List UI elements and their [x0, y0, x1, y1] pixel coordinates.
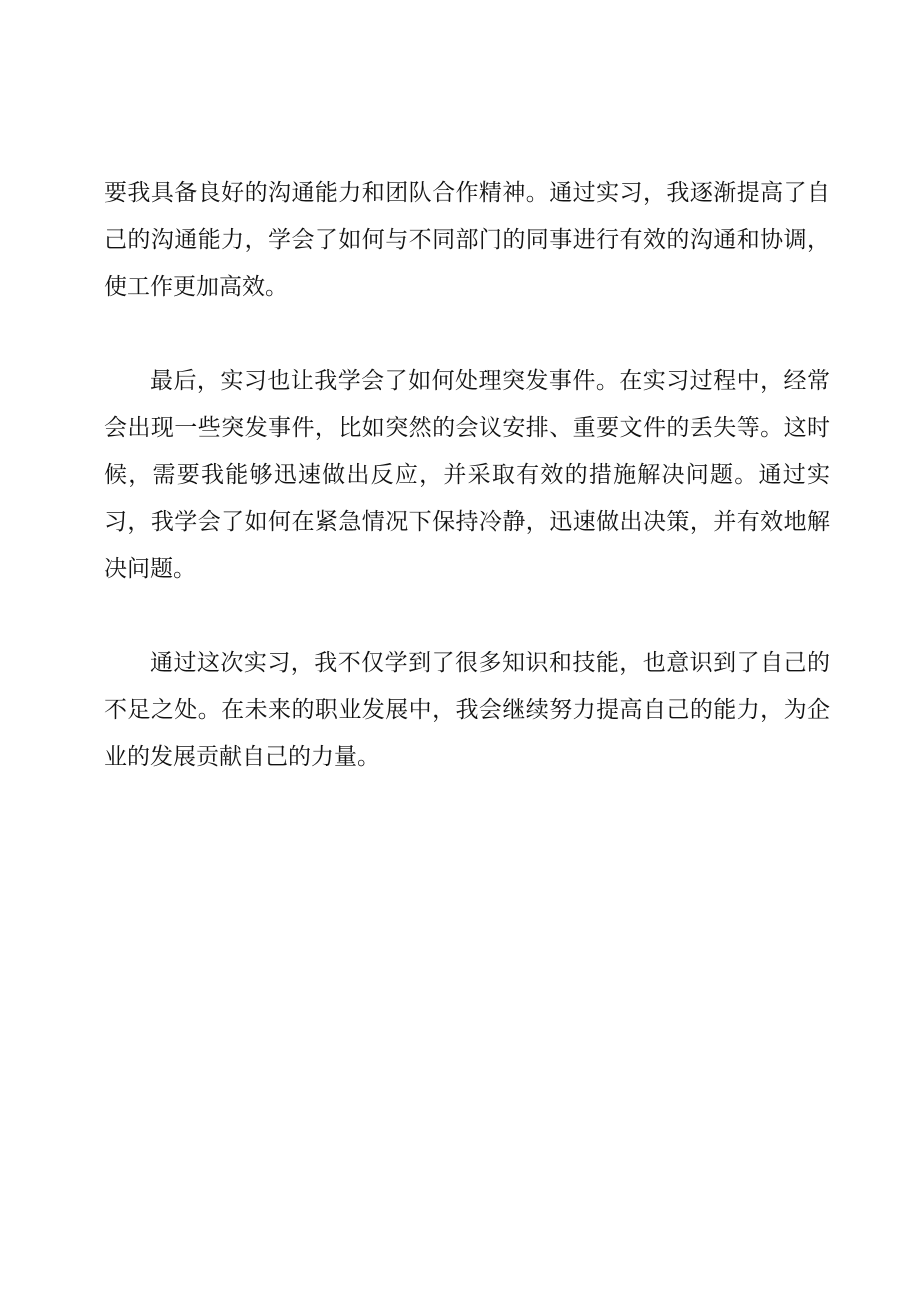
- paragraph-3: 通过这次实习，我不仅学到了很多知识和技能，也意识到了自己的不足之处。在未来的职业发展中，我会继续努力提高自己的能力，为企业的发展贡献自己的力量。: [104, 650, 830, 770]
- paragraph-2: 最后，实习也让我学会了如何处理突发事件。在实习过程中，经常会出现一些突发事件，比如突然的会议安排、重要文件的丢失等。这时候，需要我能够迅速做出反应，并采取有效的措施解决问题。通过实习，我学会了如何在紧急情况下保持冷静，迅速做出决策，并有效地解决问题。: [104, 368, 830, 582]
- document-body: [104, 170, 830, 781]
- paragraph-1: 要我具备良好的沟通能力和团队合作精神。通过实习，我逐渐提高了自己的沟通能力，学会了如何与不同部门的同事进行有效的沟通和协调，使工作更加高效。: [104, 180, 830, 300]
